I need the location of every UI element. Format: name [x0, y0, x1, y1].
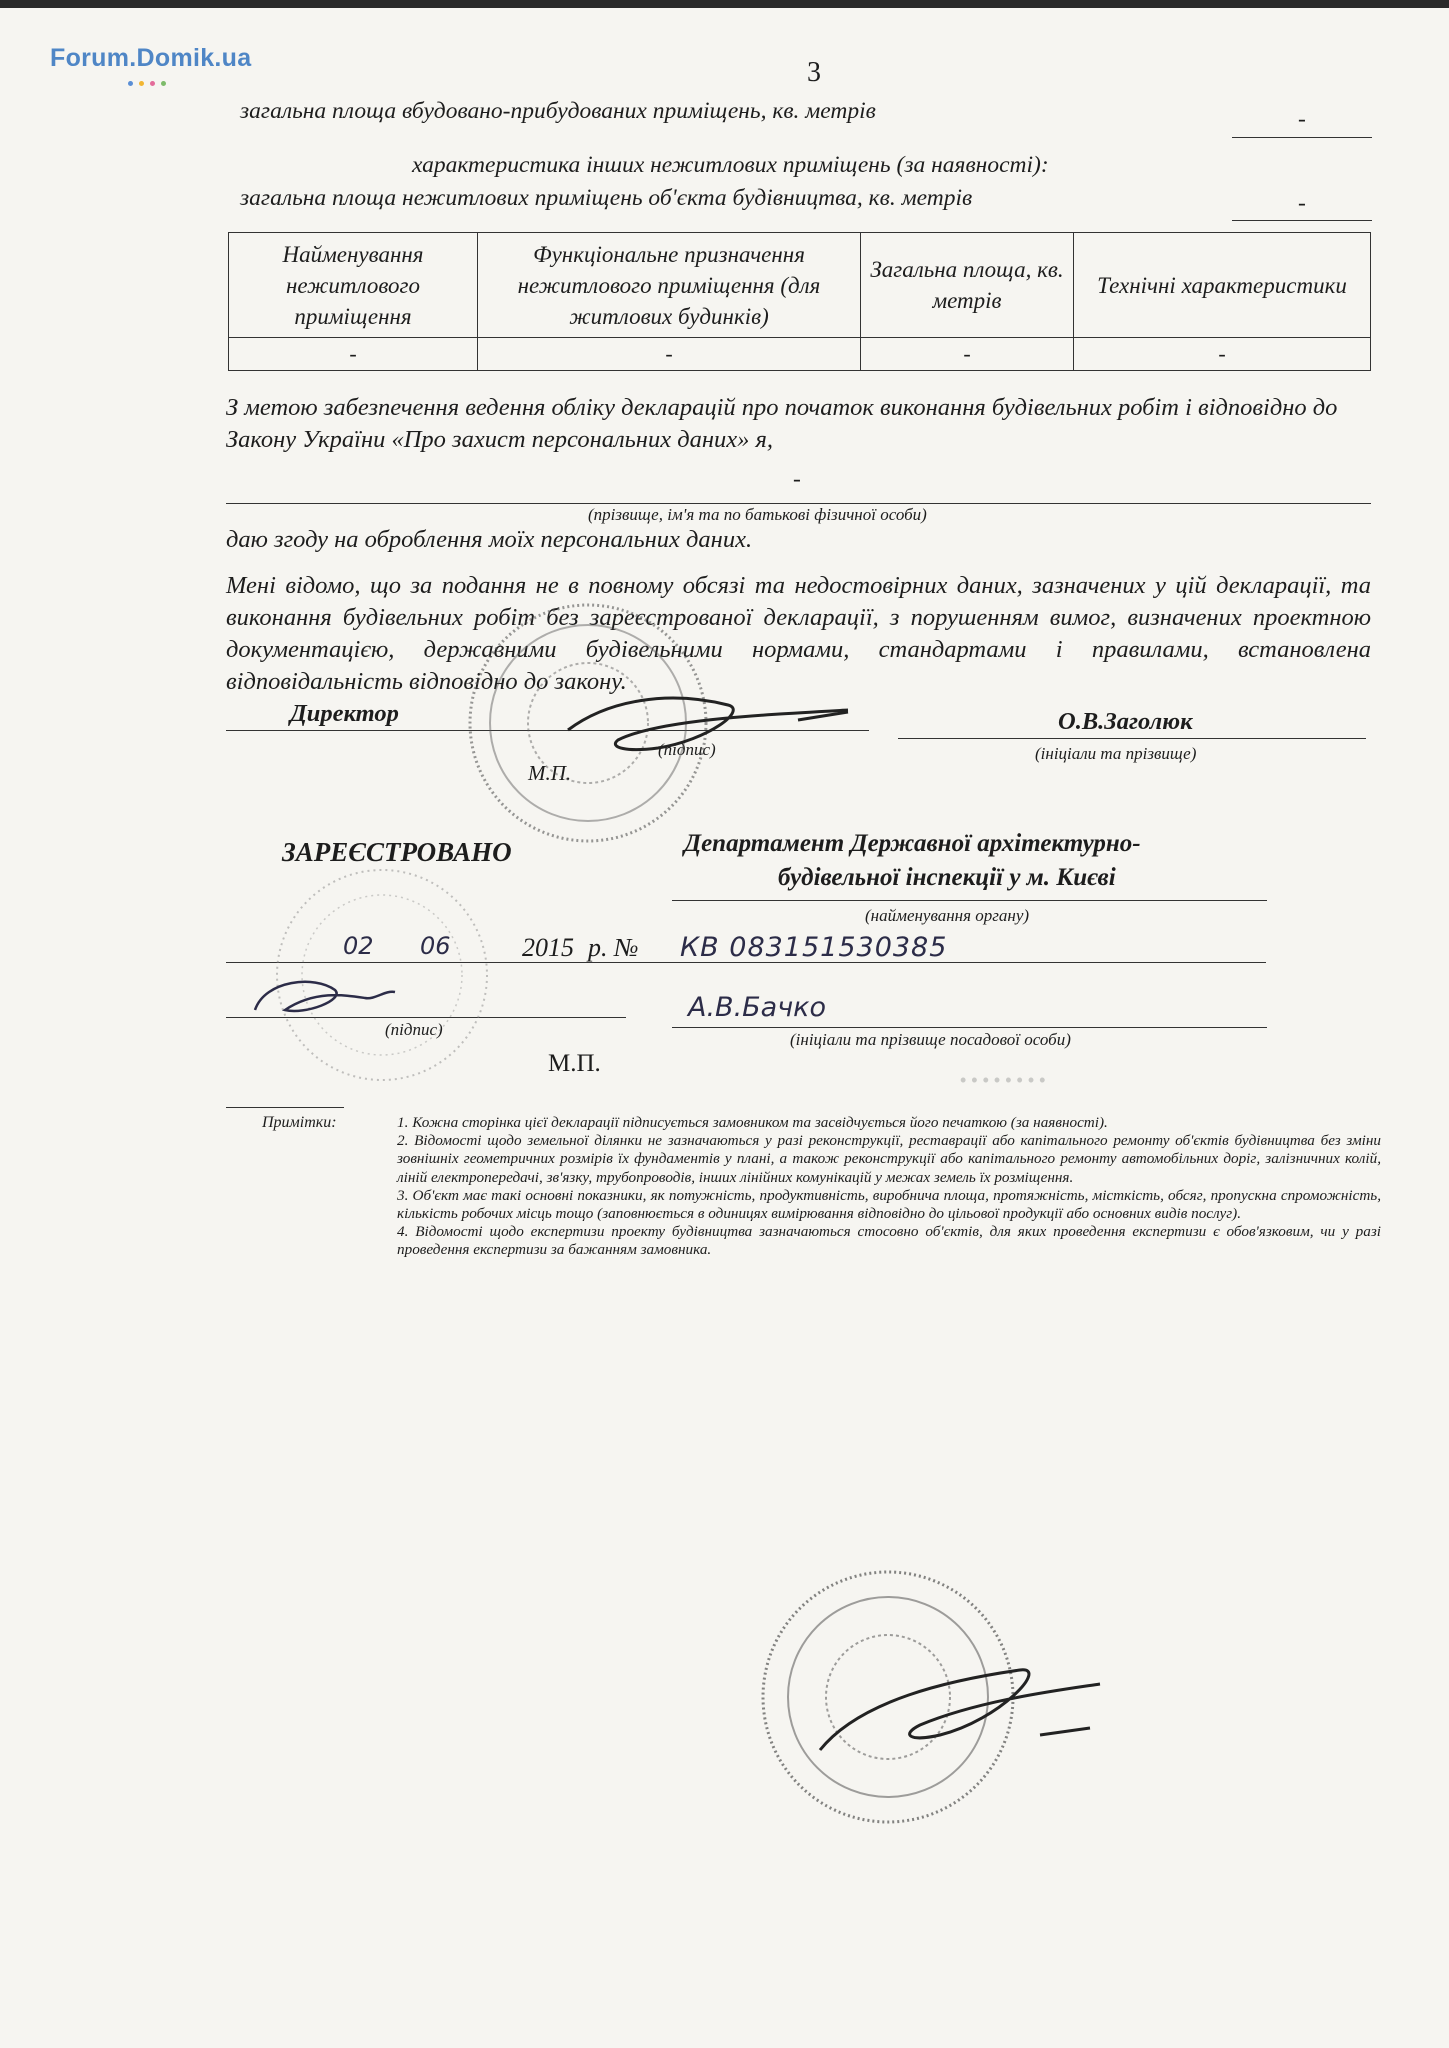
site-logo[interactable]: Forum.Domik.ua	[50, 44, 252, 72]
consent-agree-text: даю згоду на оброблення моїх персональних даних.	[226, 526, 753, 553]
official-name-underline	[672, 1027, 1267, 1028]
authority-line-1: Департамент Державної архітектурно-	[684, 830, 1141, 857]
page-number: 3	[807, 57, 821, 88]
signatory-name-underline	[898, 738, 1366, 739]
bleed-through-mark: • • • • • • • •	[960, 1070, 1046, 1090]
table-cell: -	[229, 338, 478, 371]
scan-top-edge	[0, 0, 1449, 8]
signatory-signature-caption: (підпис)	[658, 740, 716, 759]
notes-label: Примітки:	[262, 1114, 337, 1131]
built-area-value: -	[1298, 106, 1306, 132]
authority-caption: (найменування органу)	[865, 906, 1030, 925]
nonres-area-label: загальна площа нежитлових приміщень об'єкта будівництва, кв. метрів	[240, 185, 973, 211]
note-item: 4. Відомості щодо експертизи проекту будівництва зазначаються стосовно об'єктів, для яких проведення експертизи є обов'язковим, чи у разі проведення експертизи за бажанням замовника.	[397, 1223, 1381, 1259]
director-signature	[548, 660, 868, 770]
table-row	[229, 338, 1371, 371]
built-area-label: загальна площа вбудовано-прибудованих приміщень, кв. метрів	[240, 98, 876, 124]
signatory-position: Директор	[290, 700, 399, 727]
signatory-seal-mark: М.П.	[528, 761, 572, 785]
date-year: 2015	[522, 933, 574, 962]
consent-name-value: -	[793, 466, 801, 492]
registration-title: ЗАРЕЄСТРОВАНО	[282, 837, 512, 867]
table-cell: -	[1074, 338, 1371, 371]
date-suffix: р. №	[588, 933, 639, 962]
consent-name-caption: (прізвище, ім'я та по батькові фізичної особи)	[588, 505, 927, 524]
notes-list	[397, 1114, 1381, 1260]
date-month: 06	[420, 932, 451, 960]
nonresidential-rooms-table	[228, 232, 1371, 371]
table-header-cell: Функціональне призначення нежитлового приміщення (для житлових будинків)	[478, 233, 861, 338]
registration-number: КВ 083151530385	[680, 932, 948, 963]
consent-paragraph: З метою забезпечення ведення обліку декларацій про початок виконання будівельних робіт і відповідно до Закону України «Про захист персональних даних» я,	[226, 394, 1338, 453]
table-header-row	[229, 233, 1371, 338]
table-cell: -	[478, 338, 861, 371]
registrar-signature	[245, 970, 405, 1030]
authority-underline	[672, 900, 1267, 901]
signatory-name: О.В.Заголюк	[1058, 708, 1193, 735]
other-rooms-heading: характеристика інших нежитлових приміщень (за наявності):	[412, 152, 1049, 178]
note-item: 1. Кожна сторінка цієї декларації підписується замовником та засвідчується його печаткою (за наявності).	[397, 1114, 1108, 1131]
logo-dots	[128, 77, 172, 89]
consent-name-underline	[226, 503, 1371, 504]
table-header-cell: Загальна площа, кв. метрів	[861, 233, 1074, 338]
registration-seal-mark: М.П.	[548, 1050, 601, 1077]
date-day: 02	[343, 932, 374, 960]
table-header-cell: Технічні характеристики	[1074, 233, 1371, 338]
note-item: 2. Відомості щодо земельної ділянки не зазначаються у разі реконструкції, реставрації або капітального ремонту об'єктів будівництва без зміни зовнішніх геометричних розмірів їх фундаментів у плані, а також реконструкції або капітального ремонту автомобільних доріг, залізничних колій, ліній електропередачі, зв'язку, трубопроводів, інших лінійних комунікацій у межах земель їх розміщення.	[397, 1132, 1381, 1186]
note-item: 3. Об'єкт має такі основні показники, як потужність, продуктивність, виробнича площа, протяжність, місткість, обсяг, пропускна спроможність, кількість робочих місць тощо (заповнюється в одиницях вимірювання відповідно до цільової продукції або основних видів послуг).	[397, 1186, 1381, 1223]
official-name: А.В.Бачко	[688, 992, 827, 1023]
table-header-cell: Найменування нежитлового приміщення	[229, 233, 478, 338]
built-area-underline	[1232, 137, 1372, 138]
nonres-area-underline	[1232, 220, 1372, 221]
authority-line-2: будівельної інспекції у м. Києві	[778, 864, 1116, 891]
nonres-area-value: -	[1298, 190, 1306, 216]
signatory-name-caption: (ініціали та прізвище)	[1035, 744, 1197, 763]
liability-paragraph: Мені відомо, що за подання не в повному обсязі та недостовірних даних, зазначених у цій декларації, та виконання будівельних робіт без зареєстрованої декларації, з порушенням вимог, визначених проектною документацією, державними будівельними нормами, стандартами і правилами, встановлена відповідальність відповідно до закону.	[226, 572, 1371, 695]
official-caption: (ініціали та прізвище посадової особи)	[790, 1030, 1071, 1049]
reg-signature-caption: (підпис)	[385, 1020, 443, 1039]
bottom-signature	[800, 1620, 1120, 1800]
table-cell: -	[861, 338, 1074, 371]
notes-separator	[226, 1107, 344, 1108]
